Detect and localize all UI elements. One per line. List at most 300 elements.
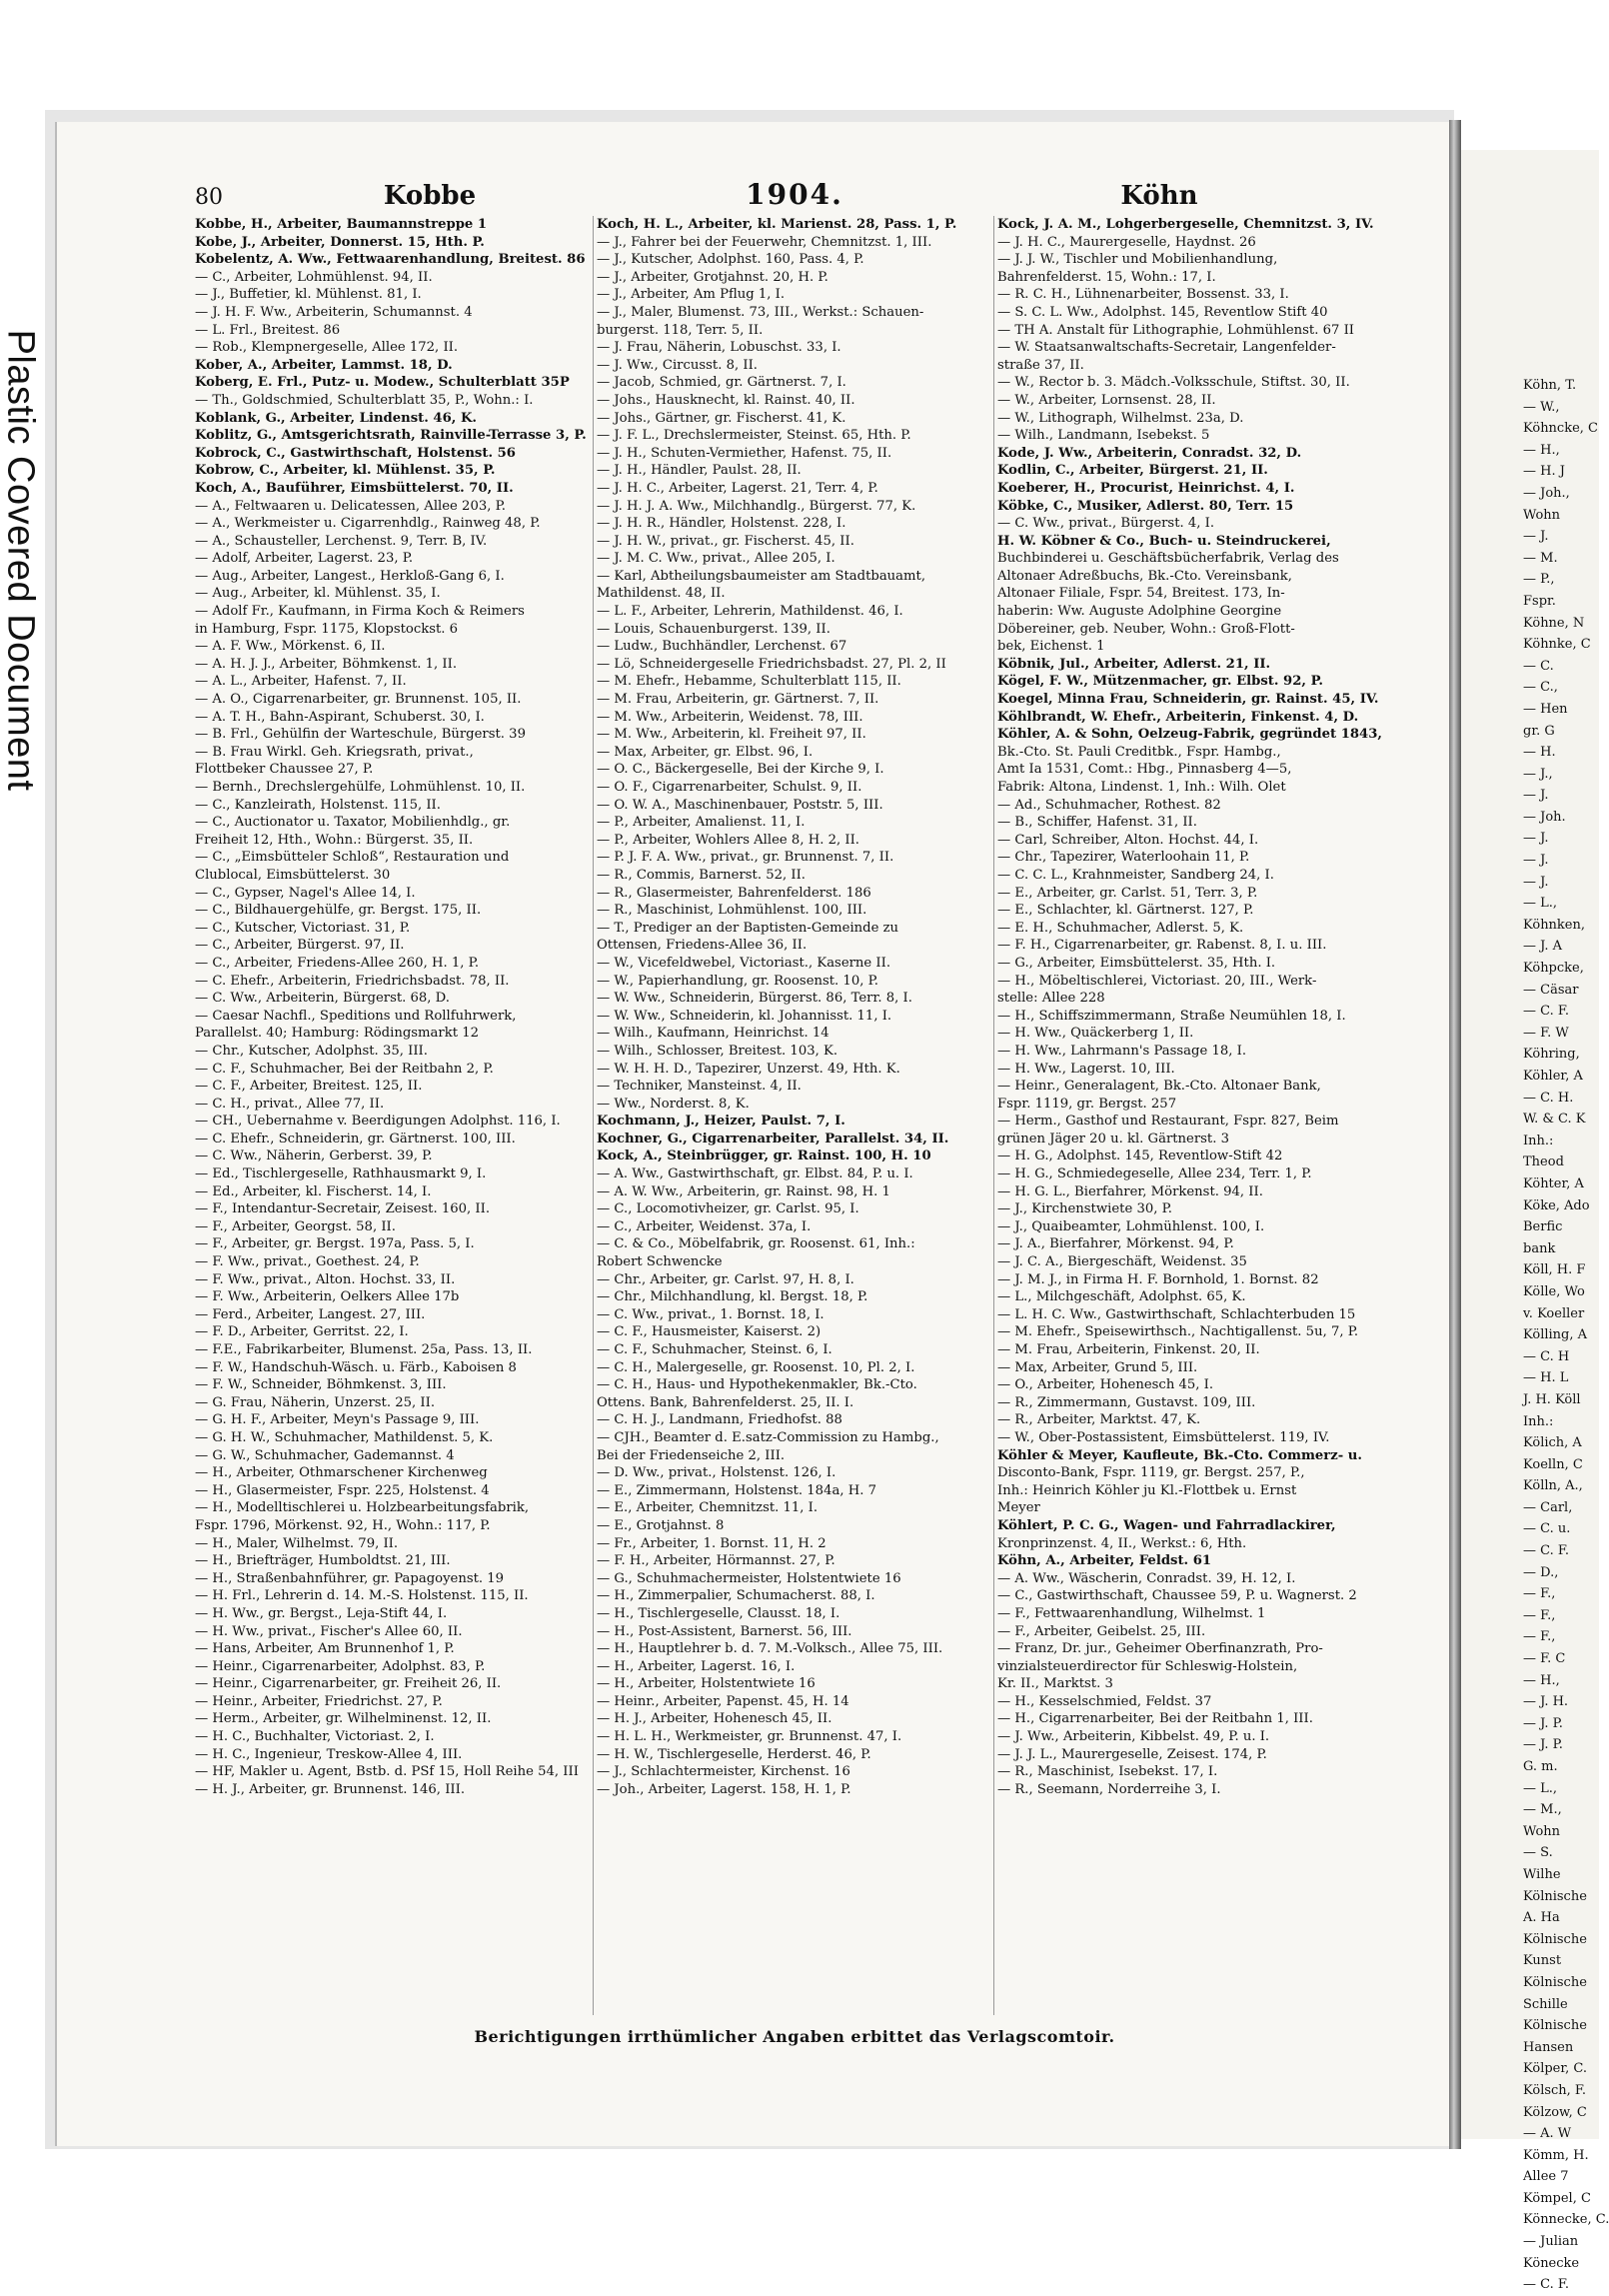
directory-entry: — Heinr., Arbeiter, Papenst. 45, H. 14 [597,1693,849,1709]
next-page-line: Kölzow, C [1523,2104,1587,2120]
directory-entry: — H., Arbeiter, Holstentwiete 16 [597,1676,815,1692]
directory-entry: Flottbeker Chaussee 27, P. [195,762,374,778]
directory-entry: — J. C. A., Biergeschäft, Weidenst. 35 [997,1254,1247,1270]
directory-entry: — C., Arbeiter, Bürgerst. 97, II. [195,938,405,954]
directory-entry: — Jacob, Schmied, gr. Gärtnerst. 7, I. [597,375,846,391]
next-page-line: Könecke [1523,2255,1580,2271]
next-page-line: — F. C [1523,1651,1566,1667]
directory-entry: — Carl, Schreiber, Alton. Hochst. 44, I. [997,832,1259,848]
directory-entry: — F. Ww., Arbeiterin, Oelkers Allee 17b [195,1289,460,1305]
directory-entry: Döbereiner, geb. Neuber, Wohn.: Groß-Flott- [997,621,1295,637]
directory-entry: Koeberer, H., Procurist, Heinrichst. 4, I. [997,480,1295,496]
next-page-line: — Joh., [1523,485,1570,501]
directory-entry: — F. D., Arbeiter, Gerritst. 22, I. [195,1324,409,1340]
directory-entry: — H. G., Adolphst. 145, Reventlow-Stift 42 [997,1148,1283,1164]
directory-entry: — E., Schlachter, kl. Gärtnerst. 127, P. [997,903,1254,919]
directory-entry: — R., Glasermeister, Bahrenfelderst. 186 [597,885,871,901]
directory-entry: — J. H. W., privat., gr. Fischerst. 45, II. [597,533,854,549]
side-label-text: Plastic Covered Document [0,329,42,791]
next-page-line: — H. L [1523,1370,1569,1386]
directory-entry: Altonaer Filiale, Fspr. 54, Breitest. 173, In- [997,586,1285,602]
directory-entry: — B. Frau Wirkl. Geh. Kriegsrath, privat., [195,744,474,760]
next-page-line: Kölnische [1523,1888,1587,1904]
next-page-line: Kölnische [1523,2018,1587,2034]
page-header [195,178,1394,214]
directory-entry: — F. W., Schneider, Böhmkenst. 3, III. [195,1377,447,1393]
next-page-line: Köhring, [1523,1047,1580,1063]
directory-entry: — H., Kesselschmied, Feldst. 37 [997,1693,1212,1709]
directory-entry: — R., Seemann, Norderreihe 3, I. [997,1781,1221,1797]
directory-entry: — H. Frl., Lehrerin d. 14. M.-S. Holstenst. 115, II. [195,1588,529,1604]
directory-entry: Kodlin, C., Arbeiter, Bürgerst. 21, II. [997,463,1268,479]
directory-entry: — Herm., Gasthof und Restaurant, Fspr. 827, Beim [997,1114,1339,1130]
directory-entry: — C., Arbeiter, Weidenst. 37a, I. [597,1218,811,1234]
directory-entry: — Heinr., Generalagent, Bk.-Cto. Altonaer Bank, [997,1079,1321,1095]
directory-entry: Köhler & Meyer, Kaufleute, Bk.-Cto. Commerz- u. [997,1447,1362,1463]
next-page-line: — J. [1523,529,1549,545]
next-page-line: — J. P. [1523,1715,1563,1731]
directory-column-2 [597,216,996,1798]
next-page-line: — D., [1523,1564,1559,1580]
directory-entry: Köhler, A. & Sohn, Oelzeug-Fabrik, gegründet 1843, [997,727,1382,743]
directory-entry: — C. Ww., Näherin, Gerberst. 39, P. [195,1148,433,1164]
directory-entry: — Hans, Arbeiter, Am Brunnenhof 1, P. [195,1641,455,1657]
next-page-line: — H. J [1523,464,1565,480]
directory-entry: — G. H. W., Schuhmacher, Mathildenst. 5, K. [195,1429,494,1445]
next-page-line: — J. [1523,853,1549,869]
next-page-line: Wilhe [1523,1866,1561,1882]
directory-entry: — P. J. F. A. Ww., privat., gr. Brunnenst. 7, II. [597,850,894,866]
directory-entry: — Louis, Schauenburgerst. 139, II. [597,621,830,637]
directory-entry: — C. H., Haus- und Hypothekenmakler, Bk.-Cto. [597,1377,917,1393]
directory-entry: — J., Fahrer bei der Feuerwehr, Chemnitzst. 1, III. [597,234,932,250]
directory-entry: Parallelst. 40; Hamburg: Rödingsmarkt 12 [195,1026,479,1042]
directory-entry: — E., Zimmermann, Holstenst. 184a, H. 7 [597,1482,876,1498]
next-page-line: Köll, H. F [1523,1262,1586,1278]
page-number: 80 [195,185,223,210]
directory-entry: — W. Ww., Schneiderin, kl. Johannisst. 11, I. [597,1008,892,1024]
directory-entry: — J. Ww., Circusst. 8, II. [597,357,758,373]
directory-entry: — Ed., Tischlergeselle, Rathhausmarkt 9, I. [195,1166,487,1182]
next-page-line: W. & C. K [1523,1112,1586,1128]
directory-entry: — C. & Co., Möbelfabrik, gr. Roosenst. 61, Inh.: [597,1236,915,1252]
next-page-line: — A. W [1523,2126,1572,2142]
directory-entry: — T., Prediger an der Baptisten-Gemeinde zu [597,920,899,936]
directory-entry: — C. F., Hausmeister, Kaiserst. 2) [597,1324,821,1340]
directory-entry: — A., Werkmeister u. Cigarrenhdlg., Rainweg 48, P. [195,516,541,532]
directory-entry: — P., Arbeiter, Wohlers Allee 8, H. 2, II. [597,832,859,848]
directory-entry: — Chr., Arbeiter, gr. Carlst. 97, H. 8, I. [597,1271,854,1287]
directory-entry: Fabrik: Altona, Lindenst. 1, Inh.: Wilh. Olet [997,780,1286,795]
next-page-line: — F., [1523,1607,1556,1623]
directory-entry: — H. Ww., privat., Fischer's Allee 60, II. [195,1623,463,1639]
next-page-line: A. Ha [1523,1910,1560,1926]
next-page-line: Köhnke, C [1523,637,1591,653]
directory-entry: Kobrock, C., Gastwirthschaft, Holstenst. 56 [195,445,516,461]
next-page-edge [1461,150,1609,2293]
directory-entry: Kode, J. Ww., Arbeiterin, Conradst. 32, D. [997,445,1302,461]
directory-entry: — P., Arbeiter, Amalienst. 11, I. [597,815,805,831]
next-page-line: bank [1523,1240,1556,1256]
directory-entry: Koch, A., Bauführer, Eimsbüttelerst. 70, II. [195,480,514,496]
directory-entry: — A. T. H., Bahn-Aspirant, Schuberst. 30, I. [195,709,485,725]
directory-entry: — A. Ww., Wäscherin, Conradst. 39, H. 12, I. [997,1570,1296,1586]
directory-entry: — A., Schausteller, Lerchenst. 9, Terr. B, IV. [195,533,488,549]
next-page-line: Kölnische [1523,1974,1587,1990]
next-page-line: — C. H. [1523,1090,1574,1106]
directory-entry: — A. F. Ww., Mörkenst. 6, II. [195,639,386,655]
directory-entry: — Ww., Norderst. 8, K. [597,1096,750,1112]
directory-entry: bek, Eichenst. 1 [997,639,1105,655]
directory-entry: — C., Arbeiter, Lohmühlenst. 94, II. [195,269,433,285]
directory-entry: Inh.: Heinrich Köhler ju Kl.-Flottbek u. Ernst [997,1482,1297,1498]
directory-entry: — J., Buffetier, kl. Mühlenst. 81, I. [195,287,422,303]
directory-entry: — G. H. F., Arbeiter, Meyn's Passage 9, III. [195,1412,480,1428]
next-page-line: Fspr. [1523,593,1556,609]
next-page-line: — W., [1523,399,1560,415]
directory-entry: Kobbe, H., Arbeiter, Baumannstreppe 1 [195,217,488,232]
directory-entry: — J. H. J. A. Ww., Milchhandlg., Bürgerst. 77, K. [597,498,916,514]
next-page-line: — Cäsar [1523,982,1579,998]
directory-entry: — A., Feltwaaren u. Delicatessen, Allee 203, P. [195,498,506,514]
directory-entry: — G. W., Schuhmacher, Gademannst. 4 [195,1447,455,1463]
directory-entry: — Wilh., Kaufmann, Heinrichst. 14 [597,1026,829,1042]
directory-entry: — Adolf Fr., Kaufmann, in Firma Koch & Reimers [195,604,525,620]
directory-column-3 [997,216,1397,1798]
directory-entry: — M. Ww., Arbeiterin, kl. Freiheit 97, II. [597,727,866,743]
next-page-line: Köhler, A [1523,1069,1583,1084]
directory-entry: — H. G., Schmiedegeselle, Allee 234, Terr. 1, P. [997,1166,1312,1182]
next-page-line: J. H. Köll [1523,1391,1581,1407]
directory-entry: — CH., Uebernahme v. Beerdigungen Adolphst. 116, I. [195,1114,561,1130]
directory-entry: Köbke, C., Musiker, Adlerst. 80, Terr. 15 [997,498,1294,514]
directory-entry: — G., Schuhmachermeister, Holstentwiete 16 [597,1570,901,1586]
directory-entry: Freiheit 12, Hth., Wohn.: Bürgerst. 35, II. [195,832,474,848]
next-page-line: Koelln, C [1523,1456,1583,1472]
next-page-line: Inh.: [1523,1133,1554,1148]
directory-entry: — L. F., Arbeiter, Lehrerin, Mathildenst. 46, I. [597,604,903,620]
next-page-line: Wohn [1523,507,1561,523]
directory-entry: — J., Kutscher, Adolphst. 160, Pass. 4, P. [597,252,864,268]
directory-entry: — E., Arbeiter, Chemnitzst. 11, I. [597,1500,818,1516]
next-page-line: Köhncke, C [1523,421,1598,437]
next-page-line: — C. u. [1523,1521,1571,1537]
directory-column-1 [195,216,595,1798]
directory-entry: — E., Arbeiter, gr. Carlst. 51, Terr. 3, P. [997,885,1258,901]
next-page-line: Köhpcke, [1523,961,1584,977]
next-page-line: — C. [1523,658,1554,674]
next-page-line: — M. [1523,550,1558,566]
directory-entry: — Johs., Gärtner, gr. Fischerst. 41, K. [597,410,846,426]
directory-entry: — D. Ww., privat., Holstenst. 126, I. [597,1465,836,1481]
directory-entry: — H. C., Buchhalter, Victoriast. 2, I. [195,1729,435,1745]
directory-entry: — O., Arbeiter, Hohenesch 45, I. [997,1377,1214,1393]
directory-entry: — O. F., Cigarrenarbeiter, Schulst. 9, II. [597,780,862,795]
next-page-line: — Joh. [1523,809,1566,825]
directory-entry: — C., Locomotivheizer, gr. Carlst. 95, I. [597,1201,859,1217]
directory-entry: — A. Ww., Gastwirthschaft, gr. Elbst. 84, P. u. I. [597,1166,913,1182]
next-page-line: Könnecke, C. [1523,2212,1609,2228]
directory-entry: Kobelentz, A. Ww., Fettwaarenhandlung, Breitest. 86 [195,252,586,268]
next-page-line: Kölle, Wo [1523,1283,1585,1299]
directory-entry: — F.E., Fabrikarbeiter, Blumenst. 25a, Pass. 13, II. [195,1342,533,1357]
directory-entry: — Ad., Schuhmacher, Rothest. 82 [997,797,1221,813]
directory-entry: — F., Intendantur-Secretair, Zeisest. 160, II. [195,1201,491,1217]
next-page-line: — P., [1523,572,1555,588]
directory-entry: — R., Maschinist, Lohmühlenst. 100, III. [597,903,867,919]
directory-entry: — H., Briefträger, Humboldtst. 21, III. [195,1553,451,1569]
directory-entry: Bahrenfelderst. 15, Wohn.: 17, I. [997,269,1216,285]
directory-entry: — C., Arbeiter, Friedens-Allee 260, H. 1, P. [195,955,480,971]
directory-entry: — F. W., Handschuh-Wäsch. u. Färb., Kaboisen 8 [195,1359,517,1375]
directory-entry: — H., Tischlergeselle, Clausst. 18, I. [597,1605,840,1621]
directory-entry: — J. F. L., Drechslermeister, Steinst. 65, Hth. P. [597,428,911,444]
directory-entry: — C., Gastwirthschaft, Chaussee 59, P. u. Wagnerst. 2 [997,1588,1357,1604]
next-page-line: — Hen [1523,701,1568,717]
directory-entry: — H., Möbeltischlerei, Victoriast. 20, III., Werk- [997,973,1317,989]
directory-entry: — H. Ww., Lahrmann's Passage 18, I. [997,1043,1247,1059]
next-page-line: — F., [1523,1629,1556,1645]
next-page-line: Theod [1523,1154,1564,1170]
directory-entry: — C. C. L., Krahnmeister, Sandberg 24, I. [997,867,1274,883]
directory-entry: — H., Zimmerpalier, Schumacherst. 88, I. [597,1588,875,1604]
next-page-line: — C. F. [1523,1004,1570,1020]
directory-entry: — HF, Makler u. Agent, Bstb. d. PSf 15, Holl Reihe 54, III [195,1764,579,1780]
directory-entry: — Ludw., Buchhändler, Lerchenst. 67 [597,639,847,655]
directory-entry: — F. H., Cigarrenarbeiter, gr. Rabenst. 8, I. u. III. [997,938,1327,954]
directory-entry: — C. F., Schuhmacher, Bei der Reitbahn 2, P. [195,1061,494,1077]
directory-entry: Kögel, F. W., Mützenmacher, gr. Elbst. 92, P. [997,674,1323,690]
directory-entry: — C. Ehefr., Arbeiterin, Friedrichsbadst. 78, II. [195,973,510,989]
directory-entry: — A. H. J. J., Arbeiter, Böhmkenst. 1, II. [195,656,458,672]
directory-entry: — G., Arbeiter, Eimsbüttelerst. 35, Hth. I. [997,955,1276,971]
directory-entry: — H. J., Arbeiter, Hohenesch 45, II. [597,1711,832,1727]
directory-entry: — J., Kirchenstwiete 30, P. [997,1201,1172,1217]
directory-entry: — H. Ww., gr. Bergst., Leja-Stift 44, I. [195,1605,448,1621]
directory-entry: — O. W. A., Maschinenbauer, Poststr. 5, III. [597,797,883,813]
directory-entry: burgerst. 118, Terr. 5, II. [597,322,764,338]
directory-entry: — W., Arbeiter, Lornsenst. 28, II. [997,392,1216,408]
directory-entry: — F., Arbeiter, Georgst. 58, II. [195,1218,396,1234]
directory-entry: — W., Rector b. 3. Mädch.-Volksschule, Stiftst. 30, II. [997,375,1350,391]
next-page-line: Allee 7 [1523,2169,1569,2185]
next-page-line: Kölsch, F. [1523,2082,1587,2098]
directory-entry: — H. G. L., Bierfahrer, Mörkenst. 94, II. [997,1183,1263,1199]
directory-entry: — Johs., Hausknecht, kl. Rainst. 40, II. [597,392,855,408]
directory-entry: — Karl, Abtheilungsbaumeister am Stadtbauamt, [597,568,926,584]
book-gutter [1449,120,1461,2149]
directory-entry: — J. M. J., in Firma H. F. Bornhold, 1. Bornst. 82 [997,1271,1319,1287]
directory-entry: — H. J., Arbeiter, gr. Brunnenst. 146, III. [195,1781,466,1797]
directory-entry: — J. H., Händler, Paulst. 28, II. [597,463,802,479]
directory-entry: — C., „Eimsbütteler Schloß“, Restauration und [195,850,510,866]
next-page-line: Kömpel, C [1523,2190,1591,2206]
directory-entry: — L. H. C. Ww., Gastwirthschaft, Schlachterbuden 15 [997,1306,1356,1322]
directory-entry: Koegel, Minna Frau, Schneiderin, gr. Rainst. 45, IV. [997,692,1379,708]
directory-entry: Köhn, A., Arbeiter, Feldst. 61 [997,1553,1212,1569]
directory-entry: — R., Commis, Barnerst. 52, II. [597,867,805,883]
directory-entry: — M. Ehefr., Hebamme, Schulterblatt 115, II. [597,674,901,690]
next-page-line: Kunst [1523,1953,1562,1969]
next-page-line: — C. F. [1523,1543,1570,1559]
directory-entry: — C., Kanzleirath, Holstenst. 115, II. [195,797,441,813]
directory-entry: — C., Bildhauergehülfe, gr. Bergst. 175, II. [195,903,482,919]
directory-entry: Kochner, G., Cigarrenarbeiter, Parallelst. 34, II. [597,1131,949,1147]
directory-entry: — Heinr., Arbeiter, Friedrichst. 27, P. [195,1693,443,1709]
directory-entry: Koblank, G., Arbeiter, Lindenst. 46, K. [195,410,478,426]
next-page-line: — F. W [1523,1025,1569,1041]
directory-entry: — M. Ww., Arbeiterin, Weidenst. 78, III. [597,709,863,725]
next-page-line: — C. F. [1523,2277,1570,2293]
directory-entry: Kobe, J., Arbeiter, Donnerst. 15, Hth. P. [195,234,485,250]
directory-entry: — J. Ww., Arbeiterin, Kibbelst. 49, P. u. I. [997,1729,1270,1745]
directory-entry: — Techniker, Mansteinst. 4, II. [597,1079,802,1095]
directory-entry: Mathildenst. 48, II. [597,586,726,602]
directory-entry: — H., Hauptlehrer b. d. 7. M.-Volksch., Allee 75, III. [597,1641,943,1657]
next-page-line: Kölich, A [1523,1435,1582,1451]
next-page-line: Köhne, N [1523,615,1585,631]
next-page-line: Hansen [1523,2039,1574,2055]
directory-entry: — J. H. F. Ww., Arbeiterin, Schumannst. 4 [195,304,473,320]
directory-entry: — W., Lithograph, Wilhelmst. 23a, D. [997,410,1244,426]
next-page-line: — J., [1523,766,1553,782]
next-page-line: — J. P. [1523,1737,1563,1753]
next-page-line: Kölnische [1523,1931,1587,1947]
directory-entry: — B. Frl., Gehülfin der Warteschule, Bürgerst. 39 [195,727,526,743]
directory-entry: — M. Frau, Arbeiterin, gr. Gärtnerst. 7, II. [597,692,879,708]
directory-entry: — H., Modelltischlerei u. Holzbearbeitungsfabrik, [195,1500,530,1516]
directory-entry: — J. H. C., Maurergeselle, Haydnst. 26 [997,234,1256,250]
directory-entry: — Bernh., Drechslergehülfe, Lohmühlenst. 10, II. [195,780,526,795]
directory-entry: — E. H., Schuhmacher, Adlerst. 5, K. [997,920,1244,936]
next-page-line: Köhn, T. [1523,378,1577,393]
directory-entry: — J. H. R., Händler, Holstenst. 228, I. [597,516,846,532]
next-page-line: Kölling, A [1523,1327,1588,1343]
next-page-line: — J. [1523,788,1549,804]
directory-entry: grünen Jäger 20 u. kl. Gärtnerst. 3 [997,1131,1229,1147]
directory-entry: — S. C. L. Ww., Adolphst. 145, Reventlow Stift 40 [997,304,1328,320]
directory-entry: — Chr., Kutscher, Adolphst. 35, III. [195,1043,428,1059]
directory-entry: Köhlert, P. C. G., Wagen- und Fahrradlackirer, [997,1517,1336,1533]
directory-entry: — Ed., Arbeiter, kl. Fischerst. 14, I. [195,1183,432,1199]
directory-entry: — G. Frau, Näherin, Unzerst. 25, II. [195,1394,436,1410]
directory-entry: — J., Arbeiter, Grotjahnst. 20, H. P. [597,269,828,285]
right-keyword: Köhn [1120,181,1198,211]
directory-entry: — C. H. J., Landmann, Friedhofst. 88 [597,1412,842,1428]
directory-entry: Meyer [997,1500,1040,1516]
directory-entry: — H. Ww., Quäckerberg 1, II. [997,1026,1194,1042]
directory-entry: Fspr. 1796, Mörkenst. 92, H., Wohn.: 117, P. [195,1517,491,1533]
directory-entry: — J. A., Bierfahrer, Mörkenst. 94, P. [997,1236,1234,1252]
directory-entry: — Herm., Arbeiter, gr. Wilhelminenst. 12, II. [195,1711,492,1727]
directory-entry: — C. H., Malergeselle, gr. Roosenst. 10, Pl. 2, I. [597,1359,915,1375]
directory-entry: — Wilh., Schlosser, Breitest. 103, K. [597,1043,838,1059]
directory-entry: — Chr., Tapezirer, Waterloohain 11, P. [997,850,1250,866]
next-page-line: — L., [1523,1780,1558,1796]
directory-entry: — Caesar Nachfl., Speditions und Rollfuhrwerk, [195,1008,517,1024]
next-page-line: Kölln, A., [1523,1478,1583,1494]
directory-entry: — H., Glasermeister, Fspr. 225, Holstenst. 4 [195,1482,490,1498]
directory-entry: — C. Ehefr., Schneiderin, gr. Gärtnerst. 100, III. [195,1131,516,1147]
directory-entry: — W., Papierhandlung, gr. Roosenst. 10, P. [597,973,878,989]
next-page-line: Köhnken, [1523,917,1586,933]
directory-entry: — O. C., Bäckergeselle, Bei der Kirche 9, I. [597,762,884,778]
directory-entry: — R., Zimmermann, Gustavst. 109, III. [997,1394,1256,1410]
directory-entry: — Chr., Milchhandlung, kl. Bergst. 18, P. [597,1289,868,1305]
directory-entry: — B., Schiffer, Hafenst. 31, II. [997,815,1197,831]
directory-entry: — Heinr., Cigarrenarbeiter, Adolphst. 83, P. [195,1658,486,1674]
directory-entry: — W., Ober-Postassistent, Eimsbüttelerst. 119, IV. [997,1429,1330,1445]
directory-entry: — Wilh., Landmann, Isebekst. 5 [997,428,1210,444]
directory-entry: Fspr. 1119, gr. Bergst. 257 [997,1096,1177,1112]
directory-entry: in Hamburg, Fspr. 1175, Klopstockst. 6 [195,621,459,637]
directory-entry: — J. Frau, Näherin, Lobuschst. 33, I. [597,340,841,356]
next-page-line: Inh.: [1523,1413,1554,1429]
directory-entry: — Joh., Arbeiter, Lagerst. 158, H. 1, P. [597,1781,851,1797]
directory-entry: — J. J. L., Maurergeselle, Zeisest. 174, P. [997,1746,1267,1762]
directory-entry: — C. F., Arbeiter, Breitest. 125, II. [195,1079,423,1095]
next-page-line: gr. G [1523,723,1555,739]
directory-entry: — J. M. C. Ww., privat., Allee 205, I. [597,551,835,567]
directory-entry: — J., Quaibeamter, Lohmühlenst. 100, I. [997,1218,1265,1234]
directory-entry: — Adolf, Arbeiter, Lagerst. 23, P. [195,551,414,567]
directory-entry: — C. H., privat., Allee 77, II. [195,1096,385,1112]
directory-entry: — Lö, Schneidergeselle Friedrichsbadst. 27, Pl. 2, II [597,656,946,672]
directory-entry: Robert Schwencke [597,1254,723,1270]
directory-entry: — H., Schiffszimmermann, Straße Neumühlen 18, I. [997,1008,1346,1024]
directory-entry: — M. Frau, Arbeiterin, Finkenst. 20, II. [997,1342,1260,1357]
directory-entry: — L. Frl., Breitest. 86 [195,322,341,338]
directory-entry: — Fr., Arbeiter, 1. Bornst. 11, H. 2 [597,1535,826,1551]
directory-entry: — E., Grotjahnst. 8 [597,1517,725,1533]
directory-entry: — Max, Arbeiter, Grund 5, III. [997,1359,1198,1375]
directory-entry: Clublocal, Eimsbüttelerst. 30 [195,867,391,883]
directory-entry: — Aug., Arbeiter, Langest., Herkloß-Gang 6, I. [195,568,505,584]
directory-entry: Altonaer Adreßbuchs, Bk.-Cto. Vereinsbank, [997,568,1292,584]
directory-entry: Koblitz, G., Amtsgerichtsrath, Rainville-Terrasse 3, P. [195,428,587,444]
directory-entry: — H., Straßenbahnführer, gr. Papagoyenst. 19 [195,1570,505,1586]
directory-entry: — H., Arbeiter, Lagerst. 16, I. [597,1658,796,1674]
directory-entry: — F., Arbeiter, gr. Bergst. 197a, Pass. 5, I. [195,1236,475,1252]
directory-entry: Kober, A., Arbeiter, Lammst. 18, D. [195,357,453,373]
next-page-line: — H. [1523,745,1556,761]
directory-entry: — W., Vicefeldwebel, Victoriast., Kaserne II. [597,955,891,971]
next-page-line: — J. A [1523,939,1562,955]
directory-entry: — Max, Arbeiter, gr. Elbst. 96, I. [597,744,813,760]
next-page-line: — C. H [1523,1348,1570,1364]
next-page-line: — H., [1523,1672,1560,1688]
directory-entry: stelle: Allee 228 [997,991,1105,1007]
directory-entry: — C., Gypser, Nagel's Allee 14, I. [195,885,416,901]
directory-entry: Kock, A., Steinbrügger, gr. Rainst. 100, H. 10 [597,1148,931,1164]
directory-entry: Bei der Friedenseiche 2, III. [597,1447,786,1463]
next-page-line: Schille [1523,1996,1568,2012]
directory-entry: — C., Kutscher, Victoriast. 31, P. [195,920,411,936]
directory-entry: — TH A. Anstalt für Lithographie, Lohmühlenst. 67 II [997,322,1354,338]
directory-entry: Disconto-Bank, Fspr. 1119, gr. Bergst. 257, P., [997,1465,1305,1481]
directory-entry: — C. Ww., privat., Bürgerst. 4, I. [997,516,1215,532]
directory-entry: — Ferd., Arbeiter, Langest. 27, III. [195,1306,426,1322]
directory-entry: — W. H. H. D., Tapezirer, Unzerst. 49, Hth. K. [597,1061,900,1077]
next-page-line: — Carl, [1523,1499,1573,1515]
directory-entry: — F. H., Arbeiter, Hörmannst. 27, P. [597,1553,835,1569]
directory-entry: vinzialsteuerdirector für Schleswig-Holstein, [997,1658,1298,1674]
directory-entry: — F. Ww., privat., Alton. Hochst. 33, II. [195,1271,456,1287]
directory-entry: — W. Ww., Schneiderin, Bürgerst. 86, Terr. 8, I. [597,991,912,1007]
directory-entry: — C. F., Schuhmacher, Steinst. 6, I. [597,1342,832,1357]
directory-entry: — CJH., Beamter d. E.satz-Commission zu Hambg., [597,1429,939,1445]
directory-entry: — F. Ww., privat., Goethest. 24, P. [195,1254,420,1270]
